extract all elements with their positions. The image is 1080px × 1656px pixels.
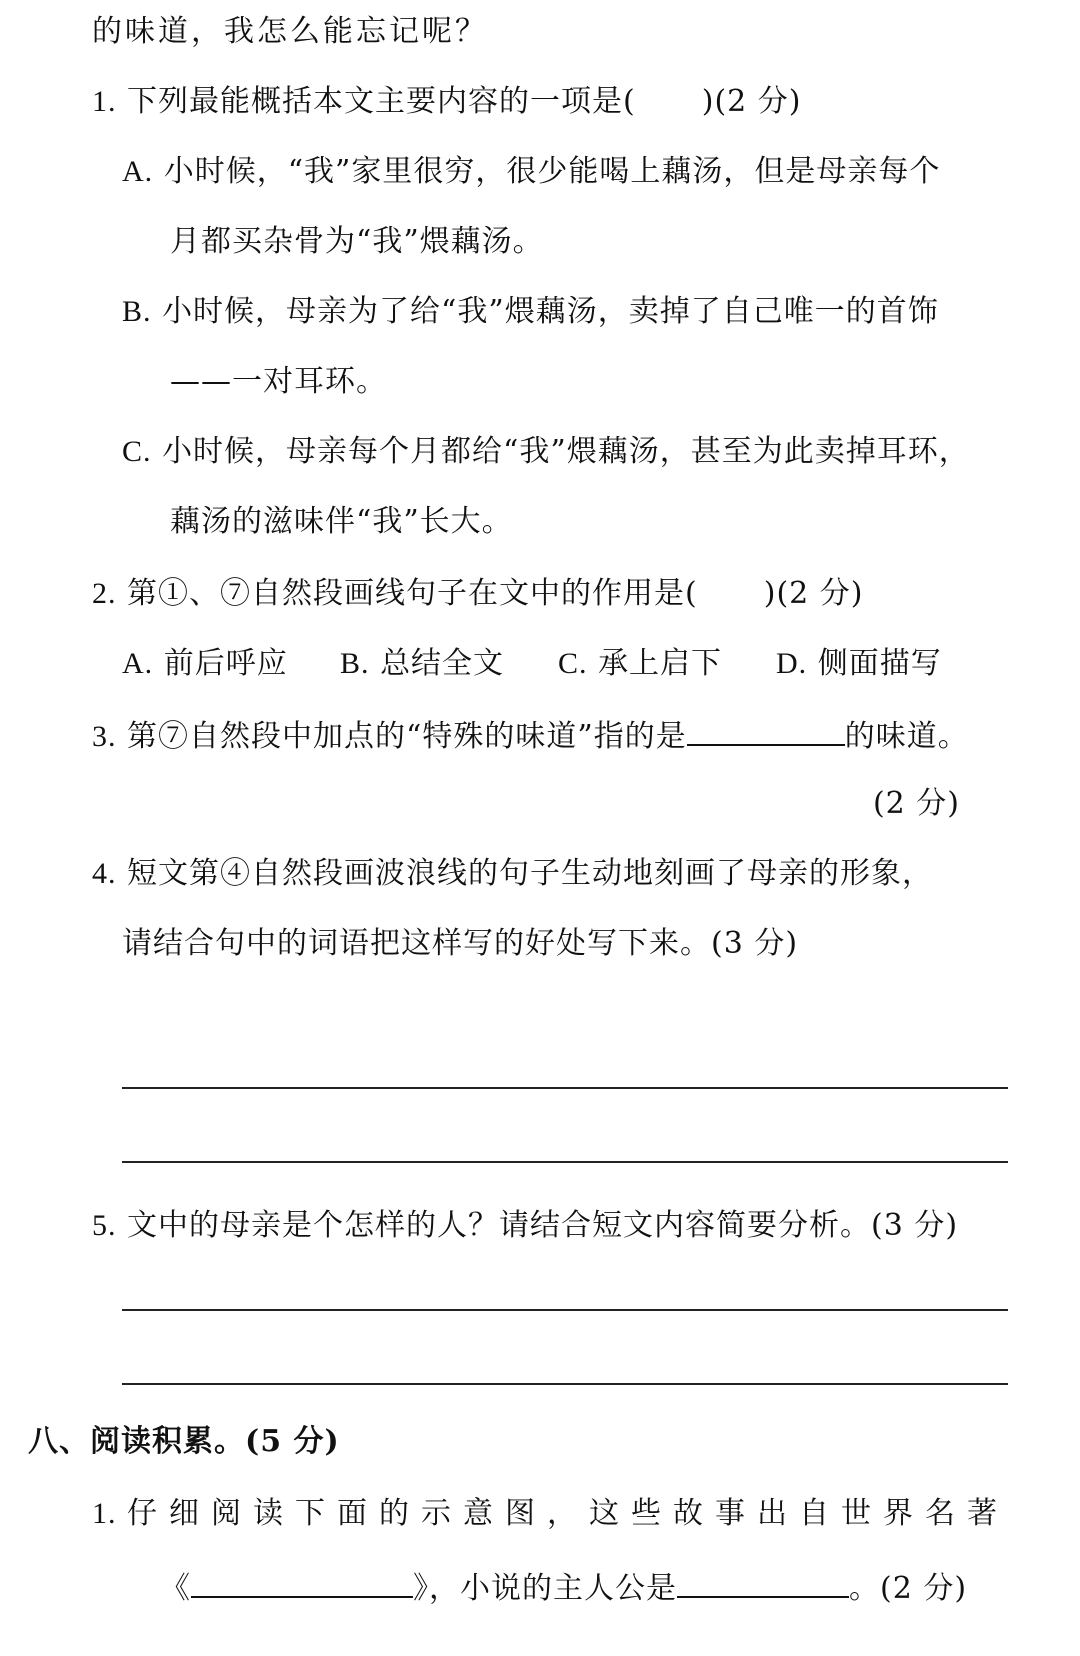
option-label: B. — [122, 295, 152, 328]
option-label: A. — [122, 155, 154, 188]
option-label: C. — [558, 647, 588, 680]
section-8-question-1-cont — [160, 1566, 967, 1609]
option-label: C. — [122, 435, 152, 468]
question-stem: 》，小说的主人公是 — [413, 1571, 677, 1606]
question-number: 5. — [92, 1209, 117, 1242]
q1-option-c[interactable] — [122, 432, 970, 472]
question-stem: 第⑦自然段中加点的“特殊的味道”指的是 — [127, 719, 687, 754]
passage-tail-text: 的味道，我怎么能忘记呢？ — [92, 14, 488, 49]
question-number: 2. — [92, 577, 117, 610]
option-label: A. — [122, 647, 154, 680]
option-label: B. — [340, 647, 370, 680]
question-4-cont: 请结合句中的词语把这样写的好处写下来。(3 分) — [122, 926, 799, 961]
question-4 — [92, 854, 933, 894]
book-title-open-quote: 《 — [160, 1571, 191, 1606]
question-3 — [92, 714, 969, 757]
question-stem: 短文第④自然段画波浪线的句子生动地刻画了母亲的形象， — [127, 856, 934, 891]
question-stem: 第①、⑦自然段画线句子在文中的作用是( — [127, 576, 698, 611]
option-text: 小时候，母亲每个月都给“我”煨藕汤，甚至为此卖掉耳环， — [162, 434, 970, 469]
question-number: 1. — [92, 85, 117, 118]
question-stem: 下列最能概括本文主要内容的一项是( — [127, 84, 636, 119]
option-text: 总结全文 — [380, 646, 505, 681]
q2-option-a[interactable] — [122, 644, 340, 684]
answer-line-q5-2[interactable] — [122, 1383, 1008, 1385]
q1-option-c-cont: 藕汤的滋味伴“我”长大。 — [170, 504, 513, 539]
question-2 — [92, 574, 864, 614]
answer-line-q5-1[interactable] — [122, 1309, 1008, 1311]
question-score: )(2 分) — [763, 576, 864, 611]
section-8-question-1 — [92, 1494, 1009, 1534]
q2-options — [122, 644, 942, 684]
section-8-title: 八、阅读积累。(5 分) — [28, 1424, 340, 1459]
question-number: 1. — [92, 1497, 117, 1530]
question-3-score: (2 分) — [872, 786, 960, 821]
question-1 — [92, 82, 802, 122]
question-number: 4. — [92, 857, 117, 890]
option-text: 前后呼应 — [163, 646, 288, 681]
answer-line-q4-2[interactable] — [122, 1161, 1008, 1163]
question-score: 。(2 分) — [849, 1571, 968, 1606]
q2-option-d[interactable] — [776, 644, 942, 684]
q2-option-b[interactable] — [340, 644, 558, 684]
option-text: 小时候，母亲为了给“我”煨藕汤，卖掉了自己唯一的首饰 — [162, 294, 939, 329]
option-text: 承上启下 — [598, 646, 723, 681]
q1-option-a-cont: 月都买杂骨为“我”煨藕汤。 — [170, 224, 544, 259]
option-label: D. — [776, 647, 808, 680]
q2-option-c[interactable] — [558, 644, 776, 684]
question-stem: 文中的母亲是个怎样的人？请结合短文内容简要分析。(3 分) — [127, 1208, 959, 1243]
question-stem-end: 的味道。 — [844, 719, 969, 754]
q1-option-b[interactable] — [122, 292, 939, 332]
fill-in-blank[interactable] — [687, 714, 845, 746]
option-text: 小时候，“我”家里很穷，很少能喝上藕汤，但是母亲每个 — [163, 154, 941, 189]
q1-option-b-cont: ——一对耳环。 — [170, 364, 387, 399]
question-5 — [92, 1206, 958, 1246]
book-title-blank[interactable] — [191, 1566, 413, 1598]
question-number: 3. — [92, 720, 117, 753]
answer-line-q4-1[interactable] — [122, 1087, 1008, 1089]
option-text: 侧面描写 — [817, 646, 942, 681]
question-score: )(2 分) — [701, 84, 802, 119]
question-stem: 仔细阅读下面的示意图，这些故事出自世界名著 — [127, 1496, 1010, 1531]
protagonist-blank[interactable] — [677, 1566, 849, 1598]
q1-option-a[interactable] — [122, 152, 940, 192]
